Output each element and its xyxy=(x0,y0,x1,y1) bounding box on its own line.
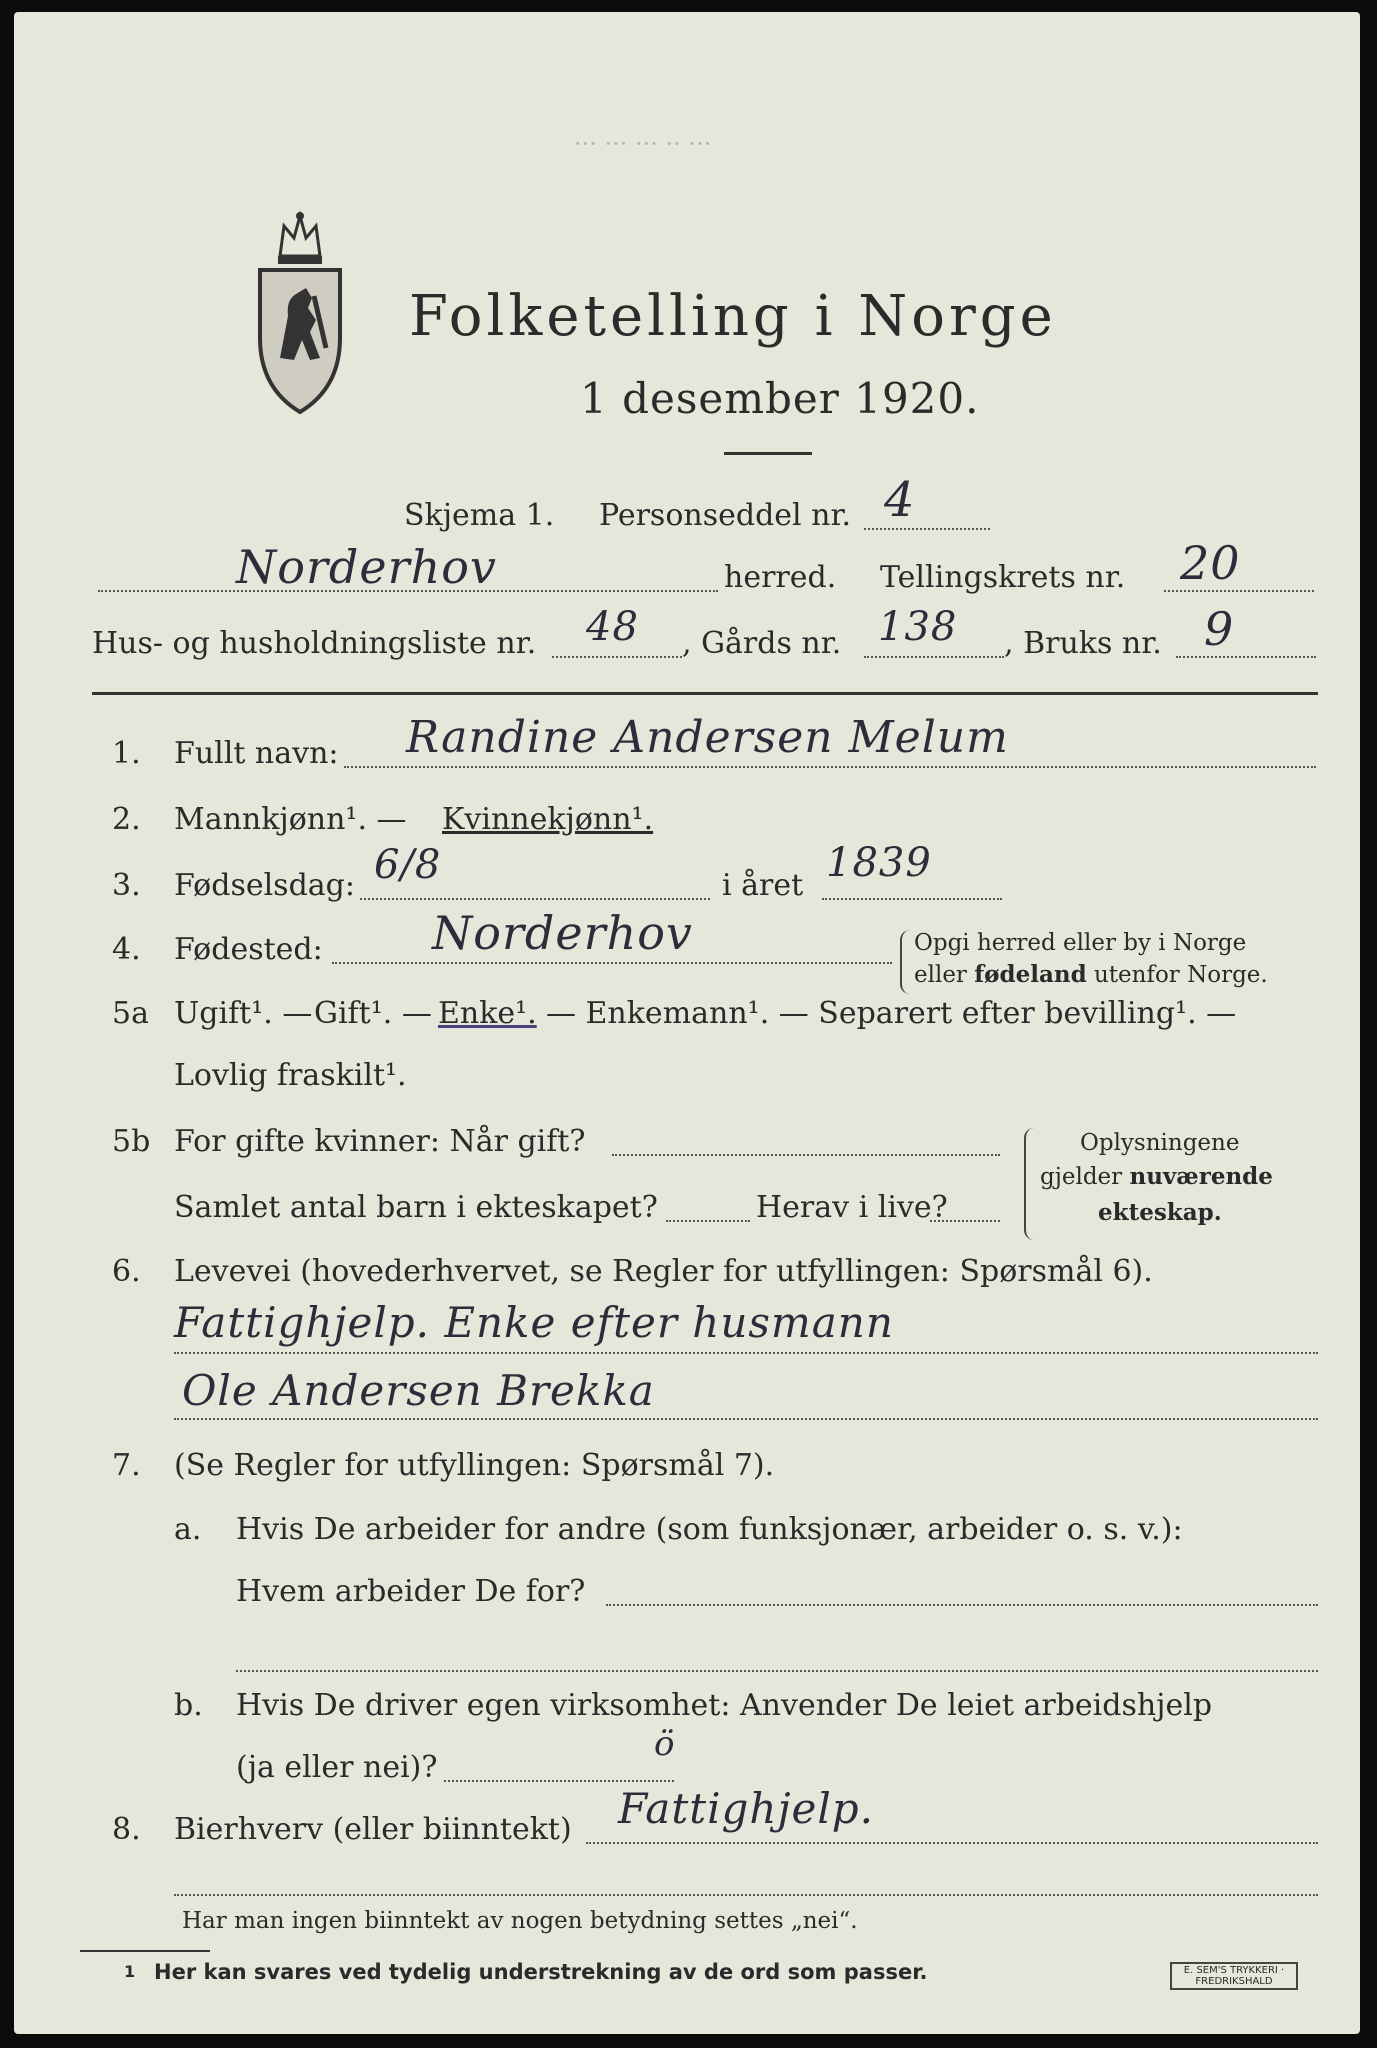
birthplace-value: Norderhov xyxy=(432,906,693,960)
q5b-note-line1: Oplysningene xyxy=(1080,1130,1240,1156)
q7-label: (Se Regler for utfyllingen: Spørsmål 7). xyxy=(174,1448,775,1483)
form-title: Folketelling i Norge xyxy=(409,284,1057,349)
q5b-number: 5b xyxy=(112,1124,151,1159)
children-field-line xyxy=(666,1220,750,1222)
tellingskrets-field-line xyxy=(1164,590,1314,592)
q5b-children-label: Samlet antal barn i ekteskapet? xyxy=(174,1190,658,1225)
employer-field-line2 xyxy=(236,1670,1318,1672)
birth-year-field-line xyxy=(822,898,1002,900)
no-income-note: Har man ingen biinntekt av nogen betydning settes „nei“. xyxy=(182,1908,858,1934)
q3-number: 3. xyxy=(112,868,141,903)
footnote-rule xyxy=(80,1950,210,1952)
birthday-field-line xyxy=(360,898,710,900)
census-form-page xyxy=(14,12,1360,2034)
tellingskrets-label: Tellingskrets nr. xyxy=(880,560,1126,595)
q4-note-line2: eller fødeland utenfor Norge. xyxy=(914,961,1268,988)
printer-stamp: E. SEM'S TRYKKERI · FREDRIKSHALD xyxy=(1170,1962,1298,1990)
q5b-married-when: For gifte kvinner: Når gift? xyxy=(174,1124,586,1159)
census-date: 1 desember 1920. xyxy=(580,374,980,423)
unmarried-option: Ugift¹. — xyxy=(174,996,313,1031)
norwegian-coat-of-arms-icon xyxy=(250,208,350,418)
q7b-number: b. xyxy=(174,1688,203,1723)
personseddel-label: Personseddel nr. xyxy=(599,498,852,533)
occupation-answer-line1: Fattighjelp. Enke efter husmann xyxy=(174,1298,894,1347)
divorced-option: Lovlig fraskilt¹. xyxy=(174,1058,407,1093)
hus-field-line xyxy=(552,656,682,658)
q4-label: Fødested: xyxy=(174,932,323,967)
secondary-income-field-line2 xyxy=(174,1894,1318,1896)
schema-label: Skjema 1. xyxy=(404,498,555,533)
q2-number: 2. xyxy=(112,802,141,837)
q7b-yes-no-label: (ja eller nei)? xyxy=(236,1750,438,1785)
q7a-employer-label: Hvem arbeider De for? xyxy=(236,1574,586,1609)
married-option: Gift¹. — xyxy=(314,996,432,1031)
q5b-note-line2: gjelder nuværende xyxy=(1040,1163,1273,1190)
gards-label: , Gårds nr. xyxy=(682,626,842,661)
q4-note-brace xyxy=(900,930,910,994)
q1-number: 1. xyxy=(112,736,141,771)
occupation-answer-line2: Ole Andersen Brekka xyxy=(182,1366,655,1415)
occupation-field-line2 xyxy=(174,1418,1318,1420)
title-divider xyxy=(724,452,812,455)
q7a-number: a. xyxy=(174,1512,202,1547)
personseddel-value: 4 xyxy=(884,472,916,528)
q1-label: Fullt navn: xyxy=(174,736,339,771)
marital-status-rest: — Enkemann¹. — Separert efter bevilling¹. — xyxy=(546,996,1237,1031)
birth-year-value: 1839 xyxy=(826,840,932,886)
herred-value: Norderhov xyxy=(236,540,497,594)
occupation-field-line1 xyxy=(174,1352,1318,1354)
year-label: i året xyxy=(722,868,804,903)
header-rule xyxy=(92,692,1318,695)
hus-label: Hus- og husholdningsliste nr. xyxy=(92,626,537,661)
bleed-through-text: ··· ··· ··· ·· ··· xyxy=(574,130,712,158)
hired-help-value: ö xyxy=(654,1724,676,1764)
q4-number: 4. xyxy=(112,932,141,967)
employer-field-line xyxy=(606,1604,1318,1606)
widow-option: Enke¹. xyxy=(438,996,537,1031)
tellingskrets-value: 20 xyxy=(1180,536,1241,590)
q7-number: 7. xyxy=(112,1448,141,1483)
bruks-label: , Bruks nr. xyxy=(1004,626,1162,661)
q8-label: Bierhverv (eller biinntekt) xyxy=(174,1812,572,1847)
footnote-text: Her kan svares ved tydelig understrekning av de ord som passer. xyxy=(154,1960,928,1984)
secondary-income-field-line xyxy=(586,1842,1318,1844)
hired-help-field-line xyxy=(444,1780,674,1782)
q6-number: 6. xyxy=(112,1254,141,1289)
married-when-field-line xyxy=(612,1154,1000,1156)
gards-value: 138 xyxy=(878,604,958,650)
female-option: Kvinnekjønn¹. xyxy=(442,802,654,837)
hus-value: 48 xyxy=(586,604,639,650)
secondary-income-value: Fattighjelp. xyxy=(618,1784,875,1833)
footnote-number: 1 xyxy=(124,1962,136,1981)
bruks-value: 9 xyxy=(1204,602,1235,656)
q5b-note-line3: ekteskap. xyxy=(1098,1199,1222,1226)
full-name-value: Randine Andersen Melum xyxy=(406,712,1009,763)
alive-field-line xyxy=(930,1220,1000,1222)
q7b-question: Hvis De driver egen virksomhet: Anvender De leiet arbeidshjelp xyxy=(236,1688,1213,1723)
herred-label: herred. xyxy=(724,560,837,595)
birthday-value: 6/8 xyxy=(374,842,442,888)
q5b-alive-label: Herav i live? xyxy=(756,1190,948,1225)
q4-note-line1: Opgi herred eller by i Norge xyxy=(914,930,1247,956)
q1-field-line xyxy=(344,766,1316,768)
q5a-number: 5a xyxy=(112,996,149,1031)
q3-label: Fødselsdag: xyxy=(174,868,355,903)
q6-label: Levevei (hovederhvervet, se Regler for utfyllingen: Spørsmål 6). xyxy=(174,1254,1153,1289)
personseddel-field-line xyxy=(864,528,990,530)
gards-field-line xyxy=(864,656,1004,658)
male-option: Mannkjønn¹. — xyxy=(174,802,407,837)
q5b-note-brace xyxy=(1024,1128,1036,1240)
bruks-field-line xyxy=(1176,656,1316,658)
birthplace-field-line xyxy=(332,962,892,964)
q7a-question: Hvis De arbeider for andre (som funksjonær, arbeider o. s. v.): xyxy=(236,1512,1183,1547)
q8-number: 8. xyxy=(112,1812,141,1847)
